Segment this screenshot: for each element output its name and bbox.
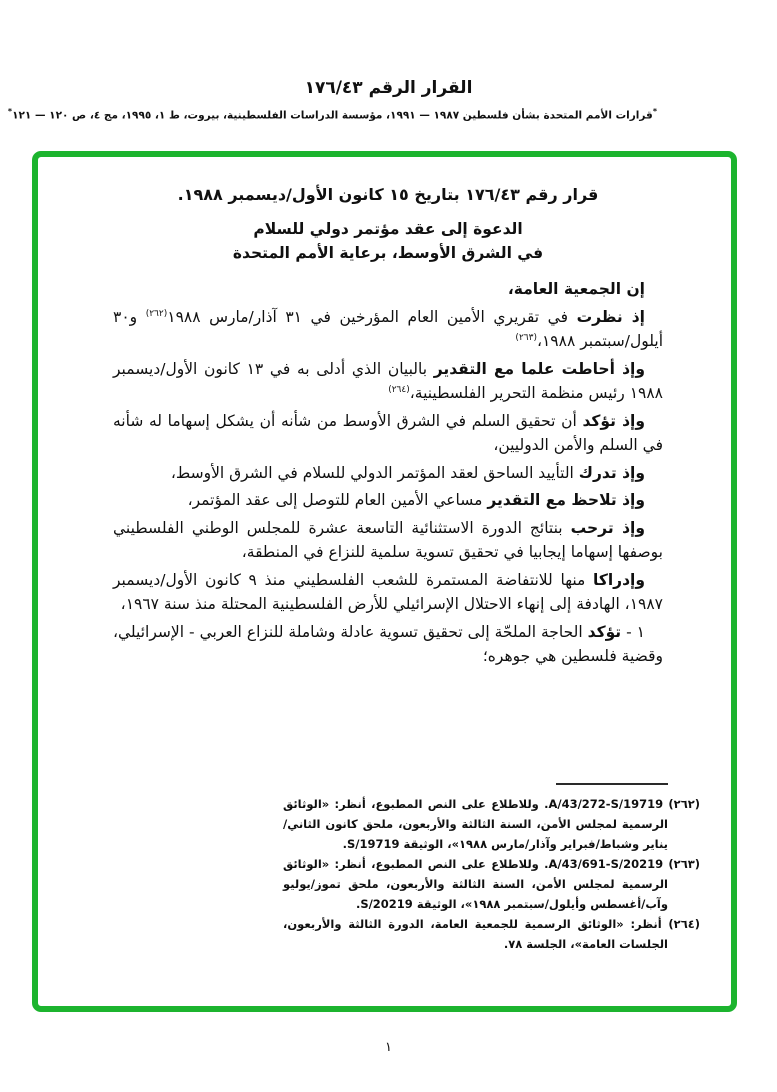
paragraph-text: بالبيان الذي أدلى به في ١٣ كانون الأول/ديسمبر ١٩٨٨ رئيس منظمة التحرير الفلسطينية، <box>113 359 663 402</box>
footnote-ref: (٢٦٢) <box>145 308 168 319</box>
footnote <box>283 914 700 954</box>
resolution-title-line1: قرار رقم ١٧٦/٤٣ بتاريخ ١٥ كانون الأول/ديسمبر ١٩٨٨. <box>177 185 599 204</box>
paragraph-text: أن تحقيق السلم في الشرق الأوسط من شأنه أن يشكل إسهاما له شأنه في السلم والأمن الدوليين، <box>113 411 663 454</box>
paragraph-text: في تقريري الأمين العام المؤرخين في ٣١ آذار/مارس ١٩٨٨ <box>167 307 577 326</box>
body-paragraph <box>113 305 663 354</box>
paragraph-lead: وإذ تلاحظ مع التقدير <box>487 491 645 509</box>
source-citation <box>7 107 657 122</box>
footnote-marker: (٢٦٤) <box>661 917 700 931</box>
body-paragraph <box>113 516 663 565</box>
body-paragraph <box>113 409 663 458</box>
body-paragraph <box>113 277 663 302</box>
footnote-marker: (٢٦٢) <box>663 797 700 811</box>
paragraph-lead: وإذ أحاطت علما مع التقدير <box>433 359 645 378</box>
resolution-title-line2: الدعوة إلى عقد مؤتمر دولي للسلام <box>253 220 523 238</box>
body-paragraph <box>113 568 663 617</box>
document-header <box>0 0 777 122</box>
body-paragraph <box>113 357 663 406</box>
page-number: ١ <box>385 1040 392 1055</box>
footnote-ref: (٢٦٤) <box>388 384 410 395</box>
paragraph-lead: وإذ ترحب <box>570 518 646 537</box>
body-paragraph <box>113 620 663 669</box>
paragraph-lead: وإذ تؤكد <box>582 411 645 430</box>
paragraph-text: مساعي الأمين العام للتوصل إلى عقد المؤتمر، <box>187 491 488 509</box>
paragraph-text: و٣٠ أيلول/سبتمبر ١٩٨٨، <box>113 307 663 350</box>
footnotes-section <box>283 783 700 954</box>
footnote-separator <box>556 783 668 785</box>
body-paragraph <box>113 461 663 486</box>
paragraph-lead: وإدراكا <box>593 570 645 589</box>
paragraph-text: الحاجة الملحّة إلى تحقيق تسوية عادلة وشاملة للنزاع العربي - الإسرائيلي، وقضية فلسطين هي جوهره؛ <box>113 622 663 665</box>
paragraph-text: منها للانتفاضة المستمرة للشعب الفلسطيني منذ ٩ كانون الأول/ديسمبر ١٩٨٧، الهادفة إلى إنهاء الاحتلال الإسرائيلي للأرض الفلسطينية المحتلة منذ سنة ١٩٦٧، <box>113 570 663 613</box>
footnote-text: A/43/691-S/20219. وللاطلاع على النص المطبوع، أنظر: «الوثائق الرسمية لمجلس الأمن، السنة الثالثة والأربعون، ملحق تموز/يوليو وآب/أغسطس وأيلول/سبتمبر ١٩٨٨»، الوثيقة S/20219. <box>283 857 668 911</box>
footnote <box>283 794 700 854</box>
footnote-text: أنظر: «الوثائق الرسمية للجمعية العامة، الدورة الثالثة والأربعون، الجلسات العامة»، الجلسة ٧٨. <box>283 917 668 951</box>
paragraph-lead: وإذ تدرك <box>578 463 645 482</box>
footnote <box>283 854 700 914</box>
citation-asterisk-end: * <box>7 107 13 116</box>
footnote-text: A/43/272-S/19719. وللاطلاع على النص المطبوع، أنظر: «الوثائق الرسمية لمجلس الأمن، السنة الثالثة والأربعون، ملحق كانون الثاني/يناير وشباط/فبراير وآذار/مارس ١٩٨٨»، الوثيقة S/19719. <box>283 797 668 851</box>
footnote-marker: (٢٦٣) <box>663 857 700 871</box>
paragraph-text: بنتائج الدورة الاستثنائية التاسعة عشرة للمجلس الوطني الفلسطيني بوصفها إسهاما إيجابيا في تحقيق تسوية سلمية للنزاع في المنطقة، <box>113 518 663 561</box>
resolution-frame <box>32 151 737 1012</box>
resolution-title-line3: في الشرق الأوسط، برعاية الأمم المتحدة <box>232 244 544 262</box>
paragraph-text: التأييد الساحق لعقد المؤتمر الدولي للسلام في الشرق الأوسط، <box>170 463 579 482</box>
paragraph-lead: تؤكد <box>587 622 622 641</box>
resolution-header-title: القرار الرقم ١٧٦/٤٣ <box>304 78 473 98</box>
paragraph-lead: إن الجمعية العامة، <box>507 280 645 298</box>
paragraph-text: ١ - <box>621 622 645 641</box>
resolution-body <box>113 277 663 669</box>
citation-text: قرارات الأمم المتحدة بشأن فلسطين ١٩٨٧ — ١٩٩١، مؤسسة الدراسات الفلسطينية، بيروت، ط ١، ١٩٩٥، مج ٤، ص ١٢٠ — ١٢١ <box>12 109 653 122</box>
paragraph-lead: إذ نظرت <box>576 307 645 326</box>
resolution-title <box>113 185 663 265</box>
footnote-ref: (٢٦٣) <box>515 332 537 343</box>
body-paragraph <box>113 488 663 513</box>
citation-asterisk-start: * <box>652 107 657 116</box>
footnotes-list <box>283 794 700 954</box>
